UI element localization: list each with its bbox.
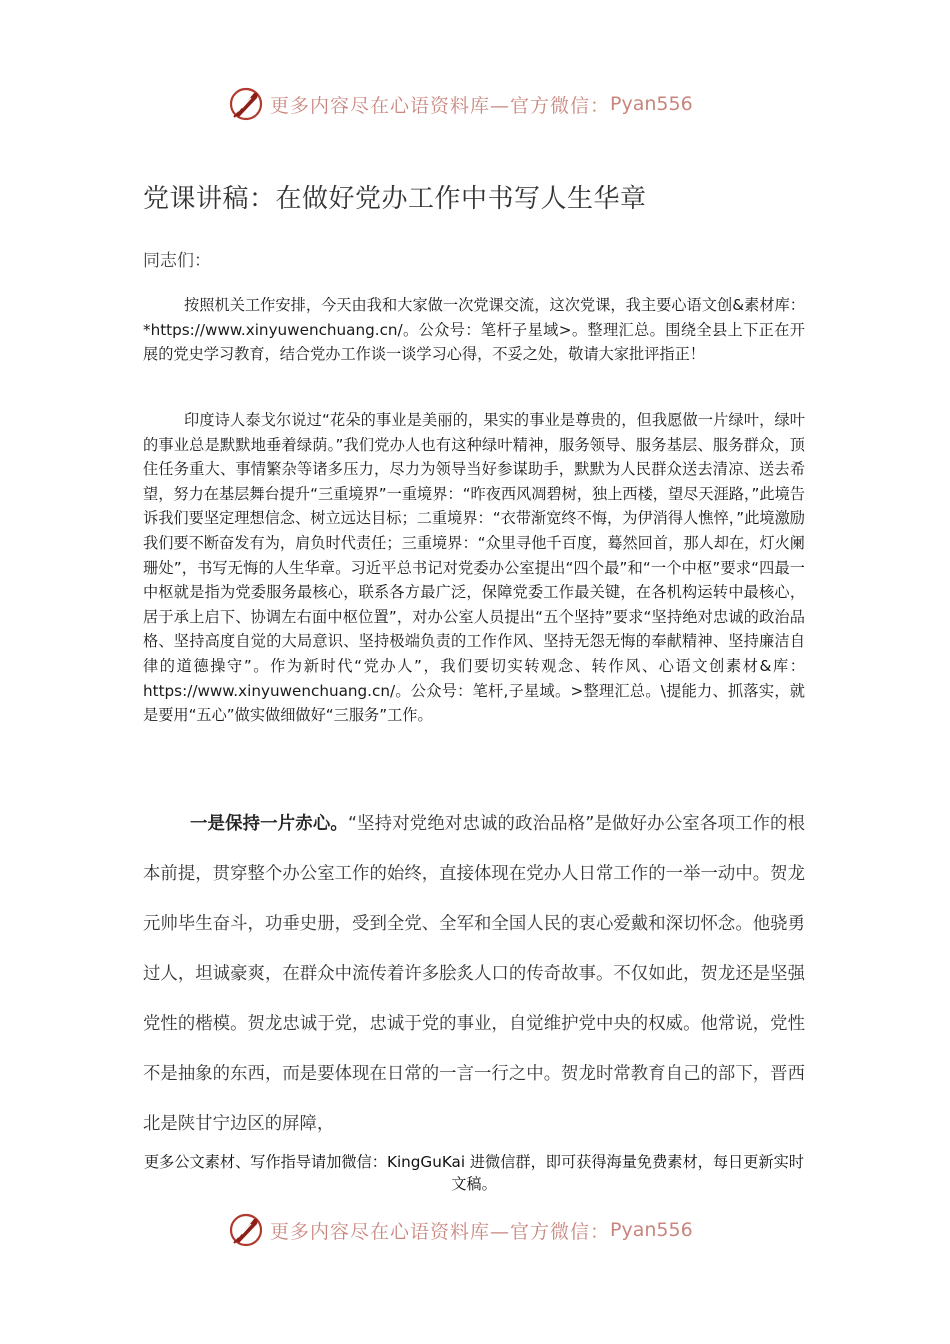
body-paragraph-intro: 按照机关工作安排，今天由我和大家做一次党课交流，这次党课，我主要心语文创&素材库：*https://www.xinyuwenchuang.cn/。公众号：笔杆子星域>。整理汇总。围绕全县上下正在开展的党史学习教育，结合党办工作谈一谈学习心得，不妥之处，敬请大家批评指正！ bbox=[143, 296, 805, 364]
quill-pen-logo-icon bbox=[228, 1212, 264, 1248]
header-banner bbox=[228, 84, 788, 124]
footer-note: 更多公文素材、写作指导请加微信：KingGuKai 进微信群，即可获得海量免费素材，每日更新实时文稿。 bbox=[143, 1153, 804, 1193]
body-paragraph-section-one bbox=[143, 799, 805, 1149]
footer-banner bbox=[228, 1210, 788, 1250]
quill-pen-logo-icon bbox=[228, 86, 264, 122]
banner-text: 更多内容尽在心语资料库—官方微信： bbox=[270, 94, 611, 117]
banner-text: 更多内容尽在心语资料库—官方微信： bbox=[270, 1220, 611, 1243]
body-paragraph-tagore: 印度诗人泰戈尔说过“花朵的事业是美丽的，果实的事业是尊贵的，但我愿做一片绿叶，绿叶的事业总是默默地垂着绿荫。”我们党办人也有这种绿叶精神，服务领导、服务基层、服务群众，顶住任务重大、事情繁杂等诸多压力，尽力为领导当好参谋助手，默默为人民群众送去清凉、送去希望，努力在基层舞台提升“三重境界”一重境界：“昨夜西风凋碧树，独上西楼，望尽天涯路，”此境告诉我们要坚定理想信念、树立远达目标；二重境界：“衣带渐宽终不悔，为伊消得人憔悴，”此境激励我们要不断奋发有为，肩负时代责任；三重境界：“众里寻他千百度，蓦然回首，那人却在，灯火阑珊处”，书写无悔的人生华章。习近平总书记对党委办公室提出“四个最”和“一个中枢”要求“四最一中枢就是指为党委服务最核心，联系各方最广泛，保障党委工作最关键，在各机构运转中最核心，居于承上启下、协调左右面中枢位置”，对办公室人员提出“五个坚持”要求“坚持绝对忠诚的政治品格、坚持高度自觉的大局意识、坚持极端负责的工作作风、坚持无怨无悔的奉献精神、坚持廉洁自律的道德操守”。作为新时代“党办人”，我们要切实转观念、转作风、心语文创素材&库：https://www.xinyuwenchuang.cn/。公众号：笔杆,子星域。>整理汇总。\提能力、抓落实，就是要用“五心”做实做细做好“三服务”工作。 bbox=[143, 411, 805, 725]
banner-wechat-id: Pyan556 bbox=[610, 93, 693, 115]
banner-wechat-id: Pyan556 bbox=[610, 1219, 693, 1241]
section-heading-lead: 一是保持一片赤心。 bbox=[189, 814, 348, 834]
section-body-text: “坚持对党绝对忠诚的政治品格”是做好办公室各项工作的根本前提，贯穿整个办公室工作的始终，直接体现在党办人日常工作的一举一动中。贺龙元帅毕生奋斗，功垂史册，受到全党、全军和全国人民的衷心爱戴和深切怀念。他骁勇过人，坦诚豪爽，在群众中流传着许多脍炙人口的传奇故事。不仅如此，贺龙还是坚强党性的楷模。贺龙忠诚于党，忠诚于党的事业，自觉维护党中央的权威。他常说，党性不是抽象的东西，而是要体现在日常的一言一行之中。贺龙时常教育自己的部下，晋西北是陕甘宁边区的屏障， bbox=[143, 814, 805, 1134]
salutation: 同志们： bbox=[143, 251, 211, 271]
page-title: 党课讲稿：在做好党办工作中书写人生华章 bbox=[143, 184, 647, 214]
